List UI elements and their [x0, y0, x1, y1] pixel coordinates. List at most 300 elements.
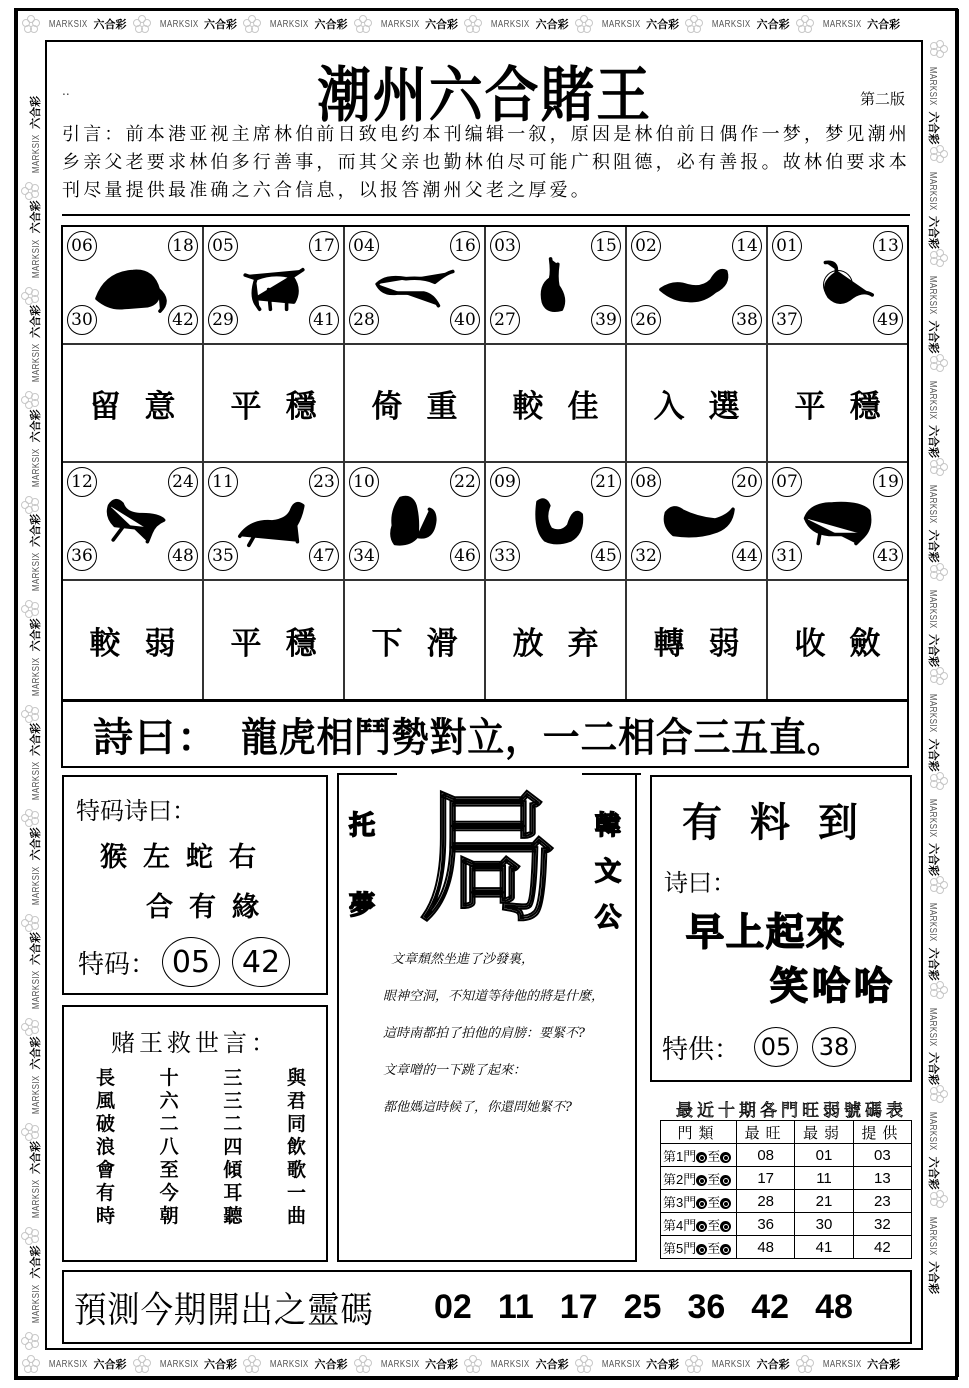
monkey-icon: [370, 488, 460, 554]
page-title: 潮州六合賭王: [317, 61, 652, 131]
door-label: 第4門: [663, 1217, 697, 1233]
zodiac-number: 16: [450, 231, 480, 261]
zodiac-number: 47: [309, 541, 339, 571]
zodiac-cell: [345, 463, 486, 581]
saviour-char: 風: [96, 1090, 116, 1112]
story-text: [383, 941, 604, 1126]
zodiac-number: 38: [732, 305, 762, 335]
watermark-cn: 六合彩: [927, 634, 940, 668]
zodiac-number: 18: [168, 231, 198, 261]
poem-label: 詩曰：: [93, 714, 219, 761]
divider: [62, 214, 910, 216]
table-cell-tip: 32: [853, 1213, 911, 1236]
watermark-unit: [575, 1355, 680, 1373]
zodiac-cell: [627, 463, 768, 581]
zodiac-grid: [61, 225, 909, 701]
zodiac-number: 37: [772, 305, 802, 335]
watermark-unit: [926, 40, 948, 145]
zodiac-forecast-word: 倚重: [345, 345, 486, 463]
zodiac-number: 39: [591, 305, 621, 335]
flower-icon: [930, 772, 948, 790]
flower-icon: [22, 15, 40, 33]
table-cell-tip: 42: [853, 1236, 911, 1259]
watermark-cn: 六合彩: [927, 425, 940, 459]
watermark-unit: [926, 876, 948, 981]
saviour-char: 有: [96, 1182, 116, 1204]
ball-icon: [696, 1152, 707, 1163]
special-code-line2: 合有緣: [146, 892, 275, 923]
flower-icon: [21, 391, 39, 409]
zodiac-forecast-word: 收斂: [794, 625, 905, 662]
zodiac-number: 04: [349, 231, 379, 261]
watermark-text: MARKSIX: [31, 448, 42, 488]
saviour-column: [287, 1067, 306, 1228]
watermark-text: MARKSIX: [31, 134, 42, 174]
watermark-cn: 六合彩: [93, 1358, 127, 1371]
pig-icon: [793, 488, 883, 554]
watermark-text: MARKSIX: [31, 1179, 42, 1219]
watermark-text: MARKSIX: [927, 693, 938, 733]
watermark-unit: [796, 15, 901, 33]
door-cell: [661, 1213, 737, 1236]
special-codes: [78, 937, 290, 987]
watermark-unit: [926, 458, 948, 563]
zodiac-number: 30: [67, 305, 97, 335]
watermark-text: MARKSIX: [31, 552, 42, 592]
saviour-char: 聽: [223, 1205, 243, 1227]
saviour-char: 歌: [286, 1159, 306, 1181]
prediction-number: 36: [687, 1287, 726, 1326]
zodiac-number: 15: [591, 231, 621, 261]
watermark-cn: 六合彩: [867, 1358, 901, 1371]
zodiac-forecast-word: 下滑: [345, 581, 486, 699]
watermark-unit: [926, 249, 948, 354]
special-code-number: 05: [162, 937, 220, 987]
door-label: 第1門: [663, 1148, 697, 1164]
zodiac-number: 34: [349, 541, 379, 571]
watermark-unit: [243, 1355, 348, 1373]
watermark-unit: [354, 1355, 459, 1373]
zodiac-number: 06: [67, 231, 97, 261]
flower-icon: [21, 1123, 39, 1141]
prediction-number: 48: [815, 1287, 853, 1326]
col-header: 最弱: [795, 1121, 853, 1144]
watermark-unit: [21, 1141, 43, 1246]
material-code-number: 05: [754, 1027, 798, 1067]
zodiac-cell: [486, 227, 627, 345]
watermark-unit: [21, 409, 43, 514]
prediction-number: 17: [559, 1287, 598, 1326]
watermark-unit: [21, 514, 43, 619]
zodiac-number: 22: [450, 467, 480, 497]
watermark-cn: 六合彩: [927, 216, 940, 250]
table-row: [661, 1236, 912, 1259]
watermark-cn: 六合彩: [29, 827, 42, 861]
watermark-cn: 六合彩: [29, 409, 42, 443]
special-code-line1: 猴左蛇右: [100, 842, 272, 873]
watermark-cn: 六合彩: [756, 1358, 790, 1371]
watermark-text: MARKSIX: [822, 1358, 862, 1370]
table-cell-hot: 48: [737, 1236, 795, 1259]
watermark-text: MARKSIX: [31, 866, 42, 906]
flower-icon: [464, 15, 482, 33]
flower-icon: [930, 145, 948, 163]
zodiac-number: 19: [873, 467, 903, 497]
flower-icon: [930, 876, 948, 894]
zodiac-number: 12: [67, 467, 97, 497]
zodiac-number: 21: [591, 467, 621, 497]
to-label: 至: [707, 1171, 721, 1187]
watermark-text: MARKSIX: [711, 1358, 751, 1370]
watermark-text: MARKSIX: [927, 171, 938, 211]
ball-icon: [696, 1175, 707, 1186]
watermark-unit: [22, 1355, 127, 1373]
zodiac-number: 27: [490, 305, 520, 335]
saviour-char: 曲: [286, 1205, 306, 1227]
zodiac-number: 17: [309, 231, 339, 261]
zodiac-number: 07: [772, 467, 802, 497]
watermark-cn: 六合彩: [29, 513, 42, 547]
rooster-icon: [511, 488, 601, 554]
watermark-unit: [21, 723, 43, 828]
prediction-number: 42: [751, 1287, 790, 1326]
story-line: 都他媽這時候了，你還問她緊不?: [383, 1100, 572, 1115]
flower-icon: [930, 40, 948, 58]
saviour-char: 三: [223, 1090, 243, 1112]
left-char: 托: [349, 811, 376, 841]
flower-icon: [21, 705, 39, 723]
watermark-cn: 六合彩: [29, 722, 42, 756]
dog-icon: [652, 488, 742, 554]
tiger-icon: [370, 252, 460, 318]
saviour-char: 二: [159, 1113, 179, 1135]
watermark-cn: 六合彩: [927, 738, 940, 772]
flower-icon: [930, 667, 948, 685]
watermark-cn: 六合彩: [646, 1358, 680, 1371]
watermark-text: MARKSIX: [927, 798, 938, 838]
watermark-unit: [926, 981, 948, 1086]
watermark-unit: [464, 1355, 569, 1373]
flower-icon: [796, 1355, 814, 1373]
watermark-unit: [926, 1085, 948, 1190]
prediction-numbers: [434, 1288, 853, 1327]
flower-icon: [796, 15, 814, 33]
material-codes: [662, 1027, 856, 1067]
zodiac-cell: [627, 227, 768, 345]
material-codes-label: 特供：: [662, 1034, 741, 1065]
watermark-unit: [22, 15, 127, 33]
door-cell: [661, 1236, 737, 1259]
watermark-text: MARKSIX: [31, 970, 42, 1010]
to-label: 至: [707, 1217, 721, 1233]
right-char: 韓: [595, 811, 622, 841]
watermark-cn: 六合彩: [204, 18, 238, 31]
watermark-cn: 六合彩: [314, 1358, 348, 1371]
flower-icon: [133, 15, 151, 33]
right-char: 文: [595, 857, 622, 887]
watermark-cn: 六合彩: [927, 843, 940, 877]
watermark-unit: [685, 15, 790, 33]
table-cell-cold: 11: [795, 1167, 853, 1190]
material-line1: 早上起來: [686, 910, 847, 954]
watermark-unit: [464, 15, 569, 33]
zodiac-cell: [63, 227, 204, 345]
flower-icon: [930, 1190, 948, 1208]
zodiac-number: 35: [208, 541, 238, 571]
door-cell: [661, 1190, 737, 1213]
flower-icon: [21, 1227, 39, 1245]
watermark-unit: [21, 1245, 43, 1350]
table-cell-hot: 08: [737, 1144, 795, 1167]
watermark-cn: 六合彩: [646, 18, 680, 31]
zodiac-number: 09: [490, 467, 520, 497]
watermark-cn: 六合彩: [425, 1358, 459, 1371]
watermark-cn: 六合彩: [927, 947, 940, 981]
saviour-column: [96, 1067, 115, 1228]
dream-story-box: [337, 775, 637, 1262]
material-poem-label: 诗曰：: [664, 869, 736, 897]
dragon-icon: [652, 252, 742, 318]
flower-icon: [21, 496, 39, 514]
flower-icon: [685, 1355, 703, 1373]
zodiac-forecast-word: 平穩: [204, 581, 345, 699]
zodiac-forecast-word: 較佳: [486, 345, 627, 463]
flower-icon: [21, 182, 39, 200]
box-top-line: [337, 773, 397, 775]
zodiac-forecast-word: 平穩: [768, 345, 907, 463]
zodiac-cell: [63, 463, 204, 581]
zodiac-cell: [204, 227, 345, 345]
saviour-char: 四: [223, 1136, 243, 1158]
prediction-number: 11: [497, 1287, 534, 1326]
watermark-cn: 六合彩: [927, 1052, 940, 1086]
watermark-unit: [926, 354, 948, 459]
zodiac-extra-number: 25: [823, 270, 853, 300]
watermark-unit: [926, 772, 948, 877]
flower-icon: [575, 15, 593, 33]
watermark-cn: 六合彩: [756, 18, 790, 31]
ox-icon: [229, 252, 319, 318]
watermark-unit: [926, 667, 948, 772]
saviour-char: 至: [159, 1159, 179, 1181]
watermark-text: MARKSIX: [159, 1358, 199, 1370]
left-char: 夢: [349, 891, 376, 921]
ball-icon: [720, 1244, 731, 1255]
zodiac-cell: [345, 227, 486, 345]
story-line: 文章頹然坐進了沙發裏，: [391, 952, 535, 967]
watermark-cn: 六合彩: [425, 18, 459, 31]
table-cell-hot: 36: [737, 1213, 795, 1236]
zodiac-number: 29: [208, 305, 238, 335]
watermark-unit: [133, 1355, 238, 1373]
flower-icon: [21, 287, 39, 305]
story-line: 文章噌的一下跳了起來：: [383, 1063, 527, 1078]
flower-icon: [930, 458, 948, 476]
zodiac-number: 40: [450, 305, 480, 335]
stats-table-title: 最近十期各門旺弱號碼表: [676, 1101, 907, 1121]
zodiac-number: 23: [309, 467, 339, 497]
flower-icon: [930, 981, 948, 999]
watermark-unit: [926, 1190, 948, 1295]
table-cell-hot: 17: [737, 1167, 795, 1190]
watermark-unit: [926, 563, 948, 668]
material-line2: 笑哈哈: [770, 964, 897, 1008]
watermark-cn: 六合彩: [535, 18, 569, 31]
zodiac-forecast-word: 轉弱: [627, 581, 768, 699]
poem-bar: [61, 700, 909, 768]
saviour-char: 浪: [96, 1136, 116, 1158]
flower-icon: [930, 563, 948, 581]
zodiac-number: 33: [490, 541, 520, 571]
watermark-unit: [21, 96, 43, 201]
zodiac-number: 36: [67, 541, 97, 571]
zodiac-number: 44: [732, 541, 762, 571]
box-top-line: [582, 773, 641, 775]
saviour-char: 破: [96, 1113, 116, 1135]
watermark-text: MARKSIX: [490, 18, 530, 30]
table-cell-cold: 41: [795, 1236, 853, 1259]
col-header: 提供: [853, 1121, 911, 1144]
saviour-words-box: [62, 1005, 328, 1262]
zodiac-number: 13: [873, 231, 903, 261]
zodiac-number: 20: [732, 467, 762, 497]
door-label: 第5門: [663, 1240, 697, 1256]
saviour-char: 長: [96, 1067, 116, 1089]
door-cell: [661, 1144, 737, 1167]
saviour-char: 一: [286, 1182, 306, 1204]
prediction-number: 25: [623, 1287, 662, 1326]
watermark-cn: 六合彩: [314, 18, 348, 31]
saviour-column: [160, 1067, 179, 1228]
material-title: 有料到: [682, 800, 886, 846]
zodiac-forecast-word: 較弱: [63, 581, 204, 699]
watermark-text: MARKSIX: [601, 18, 641, 30]
to-label: 至: [707, 1240, 721, 1256]
table-cell-cold: 30: [795, 1213, 853, 1236]
door-cell: [661, 1167, 737, 1190]
zodiac-number: 46: [450, 541, 480, 571]
door-label: 第3門: [663, 1194, 697, 1210]
watermark-text: MARKSIX: [927, 902, 938, 942]
watermark-strip-bottom: [22, 1352, 942, 1376]
zodiac-number: 10: [349, 467, 379, 497]
saviour-column: [223, 1067, 242, 1228]
zodiac-number: 08: [631, 467, 661, 497]
flower-icon: [22, 1355, 40, 1373]
table-row: [661, 1144, 912, 1167]
intro-paragraph: 引言：前本港亚视主席林伯前日致电约本刊编辑一叙，原因是林伯前日偶作一梦，梦见潮州乡亲父老要求林伯多行善事，而其父亲也勤林伯尽可能广积阻德，必有善报。故林伯要求本刊尽量提供最准确之六合信息，以报答潮州父老之厚爱。: [62, 124, 910, 201]
watermark-text: MARKSIX: [31, 1284, 42, 1324]
watermark-cn: 六合彩: [927, 1156, 940, 1190]
watermark-unit: [21, 618, 43, 723]
ball-icon: [720, 1175, 731, 1186]
to-label: 至: [707, 1148, 721, 1164]
material-box: [650, 775, 912, 1082]
saviour-char: 二: [223, 1113, 243, 1135]
watermark-text: MARKSIX: [822, 18, 862, 30]
table-cell-tip: 13: [853, 1167, 911, 1190]
watermark-cn: 六合彩: [204, 1358, 238, 1371]
saviour-char: 與: [286, 1067, 306, 1089]
watermark-cn: 六合彩: [927, 320, 940, 354]
flower-icon: [930, 1085, 948, 1103]
ball-icon: [720, 1198, 731, 1209]
saviour-char: 傾: [223, 1159, 243, 1181]
watermark-text: MARKSIX: [927, 380, 938, 420]
watermark-strip-left: [20, 40, 44, 1350]
watermark-strip-top: [22, 12, 942, 36]
watermark-cn: 六合彩: [867, 18, 901, 31]
zodiac-forecast-word: 放弃: [486, 581, 627, 699]
table-row: [661, 1190, 912, 1213]
saviour-char: 君: [286, 1090, 306, 1112]
watermark-unit: [21, 305, 43, 410]
zodiac-number: 48: [168, 541, 198, 571]
ball-icon: [696, 1221, 707, 1232]
saviour-char: 八: [159, 1136, 179, 1158]
zodiac-forecast-word: 入選: [627, 345, 768, 463]
zodiac-number: 28: [349, 305, 379, 335]
zodiac-forecast-word: 平穩: [204, 345, 345, 463]
story-line: 眼神空洞，不知道等待他的將是什麼，: [383, 989, 605, 1004]
zodiac-cell: [204, 463, 345, 581]
watermark-text: MARKSIX: [711, 18, 751, 30]
saviour-title: 赌王救世言：: [111, 1029, 279, 1057]
watermark-unit: [796, 1355, 901, 1373]
watermark-unit: [21, 1036, 43, 1141]
table-cell-cold: 01: [795, 1144, 853, 1167]
watermark-unit: [354, 15, 459, 33]
watermark-text: MARKSIX: [380, 1358, 420, 1370]
watermark-text: MARKSIX: [159, 18, 199, 30]
table-cell-tip: 23: [853, 1190, 911, 1213]
edition-label: 第二版: [859, 90, 905, 108]
ball-icon: [720, 1152, 731, 1163]
special-code-box: [62, 775, 328, 995]
watermark-text: MARKSIX: [927, 589, 938, 629]
goat-icon: [229, 488, 319, 554]
watermark-text: MARKSIX: [31, 239, 42, 278]
watermark-text: MARKSIX: [927, 66, 938, 106]
special-codes-label: 特码：: [78, 949, 157, 980]
table-cell-cold: 21: [795, 1190, 853, 1213]
flower-icon: [21, 809, 39, 827]
zodiac-number: 49: [873, 305, 903, 335]
watermark-cn: 六合彩: [93, 18, 127, 31]
story-line: 這時南都拍了拍他的肩膀：要緊不?: [383, 1026, 585, 1041]
watermark-cn: 六合彩: [29, 200, 42, 234]
zodiac-number: 32: [631, 541, 661, 571]
zodiac-number: 42: [168, 305, 198, 335]
saviour-char: 六: [159, 1090, 179, 1112]
zodiac-number: 03: [490, 231, 520, 261]
watermark-unit: [21, 827, 43, 932]
watermark-cn: 六合彩: [29, 1036, 42, 1070]
right-char: 公: [595, 903, 622, 933]
zodiac-number: 01: [772, 231, 802, 261]
zodiac-number: 43: [873, 541, 903, 571]
saviour-char: 飲: [286, 1136, 306, 1158]
flower-icon: [133, 1355, 151, 1373]
saviour-char: 會: [96, 1159, 116, 1181]
material-code-number: 38: [812, 1027, 856, 1067]
table-cell-tip: 03: [853, 1144, 911, 1167]
zodiac-number: 24: [168, 467, 198, 497]
zodiac-word-row: [63, 345, 907, 463]
zodiac-animal-row: [63, 227, 907, 345]
watermark-cn: 六合彩: [927, 529, 940, 563]
door-label: 第2門: [663, 1171, 697, 1187]
